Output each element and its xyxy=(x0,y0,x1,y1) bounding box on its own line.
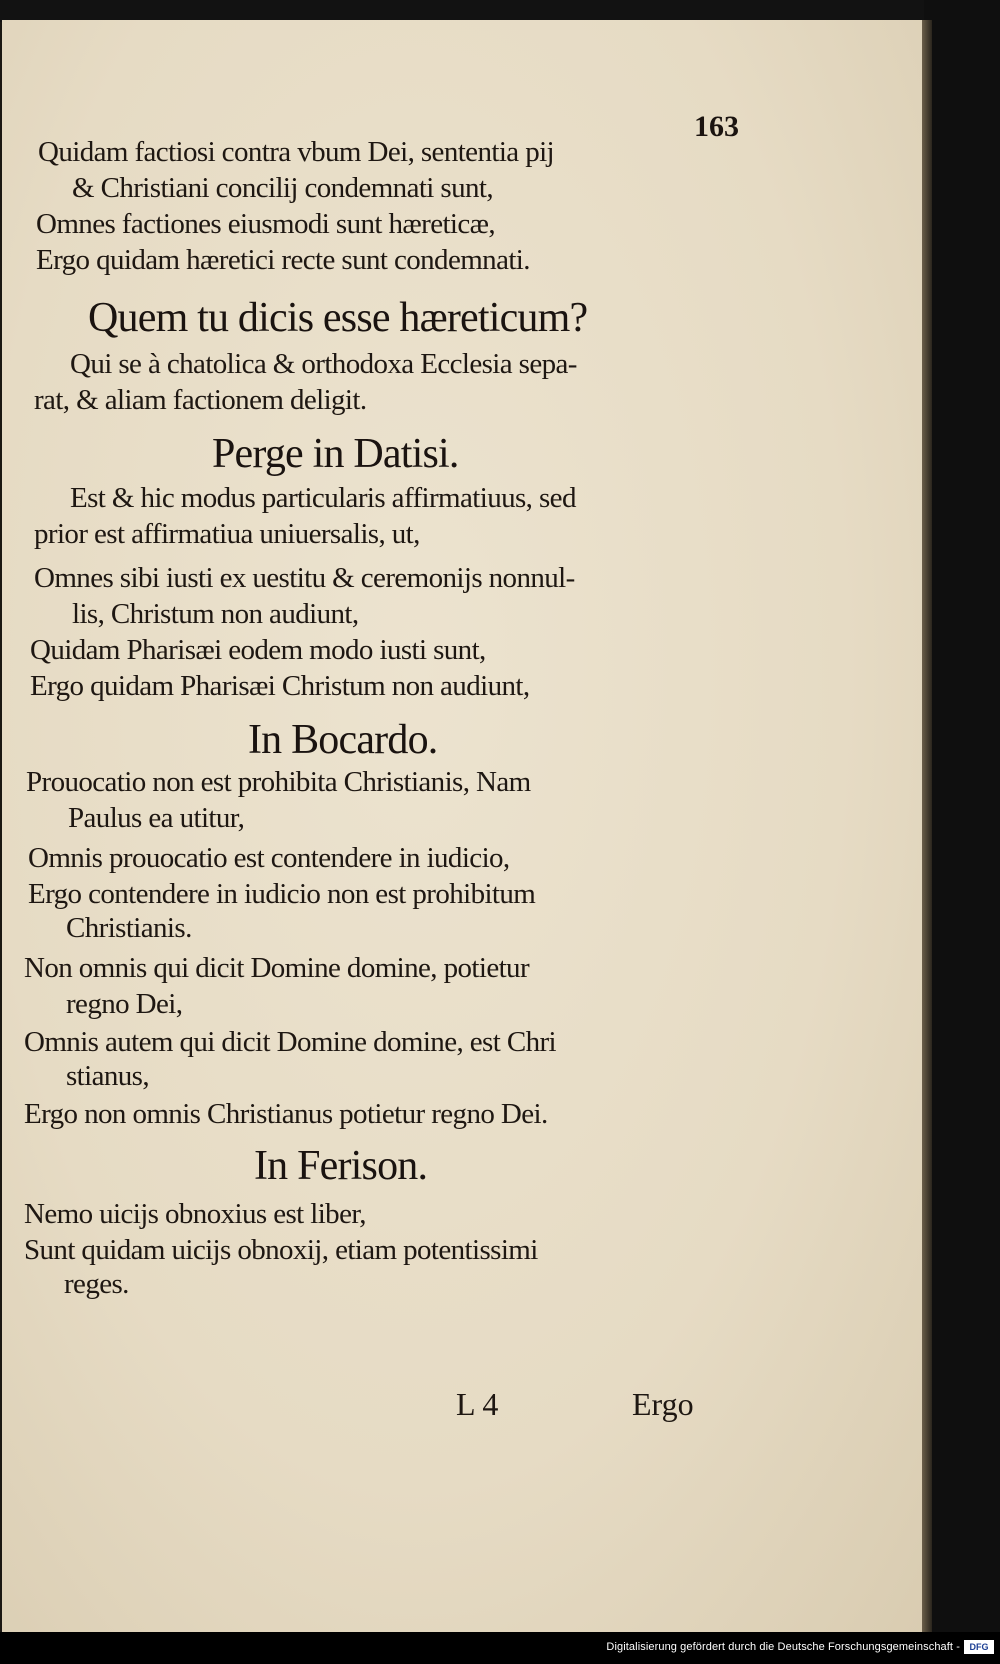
catchword: Ergo xyxy=(632,1386,694,1422)
folio-number: 163 xyxy=(694,110,739,143)
text-line: Est & hic modus particularis affirmatiuus, sed xyxy=(70,482,576,514)
signature-mark: L 4 xyxy=(456,1386,499,1422)
section-heading-ferison: In Ferison. xyxy=(254,1143,428,1189)
funding-credit: Digitalisierung gefördert durch die Deutsche Forschungsgemeinschaft - xyxy=(606,1641,960,1653)
text-line: Ergo quidam hæretici recte sunt condemnati. xyxy=(36,244,530,276)
text-line: Prouocatio non est prohibita Christianis, Nam xyxy=(26,766,531,798)
scan-border-top xyxy=(0,0,1000,22)
text-line: prior est affirmatiua uniuersalis, ut, xyxy=(34,518,420,550)
text-line: Omnis prouocatio est contendere in iudicio, xyxy=(28,842,510,874)
text-line: Quidam Pharisæi eodem modo iusti sunt, xyxy=(30,634,486,666)
text-line: Nemo uicijs obnoxius est liber, xyxy=(24,1198,366,1230)
text-line: Sunt quidam uicijs obnoxij, etiam potentissimi xyxy=(24,1234,538,1266)
text-line: reges. xyxy=(64,1268,129,1300)
page-edge xyxy=(922,20,932,1632)
text-line: Qui se à chatolica & orthodoxa Ecclesia sepa- xyxy=(70,348,577,380)
text-line: lis, Christum non audiunt, xyxy=(72,598,359,630)
text-line: Omnes sibi iusti ex uestitu & ceremonijs nonnul- xyxy=(34,562,575,594)
text-line: Christianis. xyxy=(66,912,192,944)
scan-border-right xyxy=(924,0,1000,1664)
text-line: Ergo non omnis Christianus potietur regno Dei. xyxy=(24,1098,548,1130)
text-line: Omnes factiones eiusmodi sunt hæreticæ, xyxy=(36,208,496,240)
text-line: Ergo quidam Pharisæi Christum non audiunt, xyxy=(30,670,530,702)
dfg-logo: DFG xyxy=(964,1640,994,1654)
text-line: Omnis autem qui dicit Domine domine, est Chri xyxy=(24,1026,556,1058)
text-line: & Christiani concilij condemnati sunt, xyxy=(72,172,493,204)
section-heading-bocardo: In Bocardo. xyxy=(248,717,438,763)
footer-bar xyxy=(0,1632,1000,1664)
question-heading: Quem tu dicis esse hæreticum? xyxy=(88,295,588,341)
text-line: Ergo contendere in iudicio non est prohibitum xyxy=(28,878,536,910)
text-line: Non omnis qui dicit Domine domine, potietur xyxy=(24,952,530,984)
text-line: regno Dei, xyxy=(66,988,183,1020)
section-heading-datisi: Perge in Datisi. xyxy=(212,431,459,477)
text-line: rat, & aliam factionem deligit. xyxy=(34,384,367,416)
text-line: Quidam factiosi contra vbum Dei, sententia pij xyxy=(38,136,555,168)
text-line: Paulus ea utitur, xyxy=(68,802,245,834)
text-line: stianus, xyxy=(66,1060,150,1092)
